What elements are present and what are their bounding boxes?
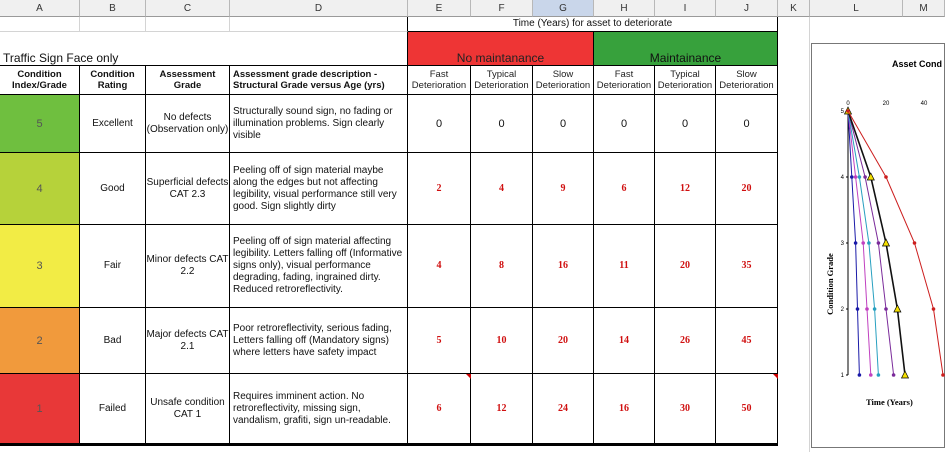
value-cell[interactable]: 16 [533, 225, 594, 308]
value-cell[interactable]: 20 [533, 308, 594, 374]
column-header-k[interactable]: K [778, 0, 810, 17]
series-marker [932, 307, 936, 311]
comment-indicator[interactable] [466, 374, 471, 379]
chart-container[interactable] [811, 43, 945, 448]
description-cell[interactable]: Peeling off of sign material affecting legibility. Letters falling off (Informative signs only), visual performance degrading, fading, ingrained dirty. Reduced retroreflectivity. [230, 225, 408, 308]
value-cell[interactable]: 8 [471, 225, 533, 308]
x-tick-label: 0 [846, 101, 850, 107]
value-cell[interactable]: 20 [716, 153, 778, 225]
empty-cell[interactable] [146, 17, 230, 32]
header-slow-no-maint[interactable]: Slow Deterioration [533, 66, 594, 95]
series-marker [858, 175, 862, 179]
header-typical-maint[interactable]: Typical Deterioration [655, 66, 716, 95]
assessment-cell[interactable]: Superficial defects CAT 2.3 [146, 153, 230, 225]
series-marker [877, 241, 881, 245]
series-marker [873, 307, 877, 311]
value-cell[interactable]: 0 [716, 95, 778, 153]
header-assessment-grade[interactable]: Assessment Grade [146, 66, 230, 95]
column-header-h[interactable]: H [594, 0, 655, 17]
assessment-cell[interactable]: Major defects CAT 2.1 [146, 308, 230, 374]
series-marker [858, 373, 862, 377]
value-cell[interactable]: 50 [716, 374, 778, 444]
series-marker [883, 239, 890, 246]
sheet-title[interactable]: Traffic Sign Face only [0, 32, 230, 66]
rating-cell[interactable]: Bad [80, 308, 146, 374]
value-cell[interactable]: 26 [655, 308, 716, 374]
column-header-g[interactable]: G [533, 0, 594, 17]
series-marker [941, 373, 945, 377]
value-cell[interactable]: 0 [594, 95, 655, 153]
header-fast-maint[interactable]: Fast Deterioration [594, 66, 655, 95]
value-cell[interactable]: 4 [408, 225, 471, 308]
column-header-j[interactable]: J [716, 0, 778, 17]
grade-cell[interactable]: 2 [0, 308, 80, 374]
value-cell[interactable]: 0 [533, 95, 594, 153]
column-header-f[interactable]: F [471, 0, 533, 17]
y-tick-label: 1 [840, 373, 844, 379]
value-cell[interactable]: 9 [533, 153, 594, 225]
value-cell[interactable]: 35 [716, 225, 778, 308]
header-fast-no-maint[interactable]: Fast Deterioration [408, 66, 471, 95]
empty-cell[interactable] [80, 17, 146, 32]
column-header-l[interactable]: L [810, 0, 903, 17]
value-cell[interactable]: 14 [594, 308, 655, 374]
assessment-cell[interactable]: Unsafe condition CAT 1 [146, 374, 230, 444]
series-marker [856, 307, 860, 311]
rating-cell[interactable]: Failed [80, 374, 146, 444]
value-cell[interactable]: 5 [408, 308, 471, 374]
value-cell[interactable]: 6 [408, 374, 471, 444]
value-cell[interactable]: 6 [594, 153, 655, 225]
value-cell[interactable]: 45 [716, 308, 778, 374]
value-cell[interactable]: 0 [408, 95, 471, 153]
value-cell[interactable]: 12 [471, 374, 533, 444]
series-marker [892, 373, 896, 377]
description-cell[interactable]: Structurally sound sign, no fading or illumination problems. Sign clearly visible [230, 95, 408, 153]
series-line [848, 111, 859, 375]
no-maintenance-group[interactable]: No maintanance [408, 32, 594, 66]
value-cell[interactable]: 12 [655, 153, 716, 225]
header-slow-maint[interactable]: Slow Deterioration [716, 66, 778, 95]
header-condition-rating[interactable]: Condition Rating [80, 66, 146, 95]
grade-cell[interactable]: 5 [0, 95, 80, 153]
value-cell[interactable]: 30 [655, 374, 716, 444]
grade-cell[interactable]: 3 [0, 225, 80, 308]
series-marker [877, 373, 881, 377]
column-header-e[interactable]: E [408, 0, 471, 17]
value-cell[interactable]: 0 [471, 95, 533, 153]
column-k-area [778, 17, 810, 452]
column-header-d[interactable]: D [230, 0, 408, 17]
description-cell[interactable]: Peeling off of sign material maybe along the edges but not affecting legibility, visual performance still very good. Sign slightly dirty [230, 153, 408, 225]
y-tick-label: 2 [840, 307, 844, 313]
grade-cell[interactable]: 1 [0, 374, 80, 444]
table-bottom-border [0, 443, 778, 446]
chart-plot [812, 44, 945, 449]
series-marker [861, 241, 865, 245]
value-cell[interactable]: 16 [594, 374, 655, 444]
value-cell[interactable]: 0 [655, 95, 716, 153]
series-marker [865, 307, 869, 311]
y-tick-label: 5 [840, 109, 844, 115]
maintenance-group[interactable]: Maintainance [594, 32, 778, 66]
rating-cell[interactable]: Excellent [80, 95, 146, 153]
assessment-cell[interactable]: Minor defects CAT 2.2 [146, 225, 230, 308]
rating-cell[interactable]: Good [80, 153, 146, 225]
empty-cell[interactable] [0, 17, 80, 32]
x-tick-label: 20 [882, 101, 890, 107]
grade-cell[interactable]: 4 [0, 153, 80, 225]
value-cell[interactable]: 24 [533, 374, 594, 444]
header-typical-no-maint[interactable]: Typical Deterioration [471, 66, 533, 95]
column-header-c[interactable]: C [146, 0, 230, 17]
y-tick-label: 4 [840, 175, 844, 181]
series-marker [850, 175, 854, 179]
series-marker [884, 175, 888, 179]
x-tick-label: 40 [920, 101, 928, 107]
series-marker [846, 109, 850, 113]
header-description[interactable]: Assessment grade description - Structural Grade versus Age (yrs) [230, 66, 408, 95]
description-cell[interactable]: Requires imminent action. No retroreflectivity, missing sign, vandalism, grafiti, sign un-readable. [230, 374, 408, 444]
series-marker [894, 305, 901, 312]
empty-cell[interactable] [230, 17, 408, 32]
value-cell[interactable]: 4 [471, 153, 533, 225]
value-cell[interactable]: 10 [471, 308, 533, 374]
series-marker [913, 241, 917, 245]
series-marker [869, 373, 873, 377]
value-cell[interactable]: 11 [594, 225, 655, 308]
series-marker [854, 175, 858, 179]
column-header-i[interactable]: I [655, 0, 716, 17]
time-title[interactable]: Time (Years) for asset to deteriorate [408, 17, 778, 32]
column-header-m[interactable]: M [903, 0, 945, 17]
chart-title: Asset Cond [892, 59, 943, 69]
column-header-a[interactable]: A [0, 0, 80, 17]
chart-ylabel: Condition Grade [825, 253, 835, 315]
value-cell[interactable]: 20 [655, 225, 716, 308]
y-tick-label: 3 [840, 241, 844, 247]
header-condition-index[interactable]: Condition Index/Grade [0, 66, 80, 95]
series-marker [867, 241, 871, 245]
description-cell[interactable]: Poor retroreflectivity, serious fading, Letters falling off (Mandatory signs) where letters have safety impact [230, 308, 408, 374]
rating-cell[interactable]: Fair [80, 225, 146, 308]
series-marker [884, 307, 888, 311]
assessment-cell[interactable]: No defects (Observation only) [146, 95, 230, 153]
series-marker [863, 175, 867, 179]
column-header-b[interactable]: B [80, 0, 146, 17]
series-marker [867, 173, 874, 180]
empty-cell[interactable] [230, 32, 408, 66]
value-cell[interactable]: 2 [408, 153, 471, 225]
series-marker [854, 241, 858, 245]
chart-xlabel: Time (Years) [866, 397, 913, 407]
series-marker [902, 371, 909, 378]
